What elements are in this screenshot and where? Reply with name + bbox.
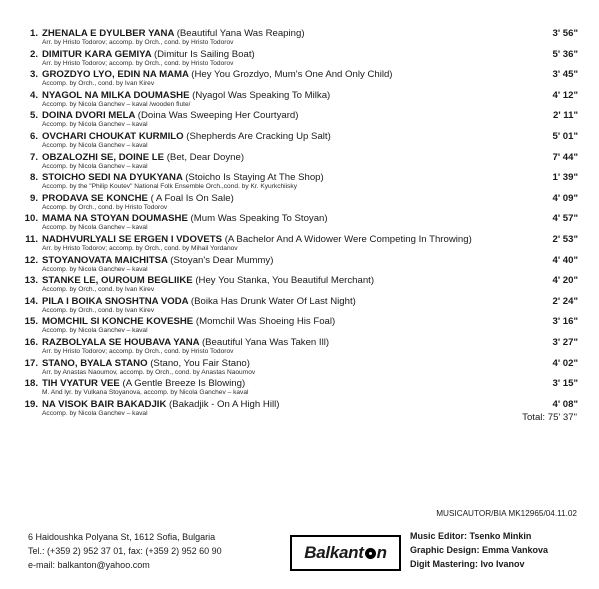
track-title-line — [22, 296, 356, 307]
track-credit: Accomp. by Nicola Ganchev – kaval — [42, 265, 148, 273]
track-title: OBZALOZHI SE, DOINE LE — [42, 151, 165, 163]
track-number: 5. — [29, 110, 38, 122]
track-title: STOICHO SEDI NA DYUKYANA — [42, 172, 183, 184]
track-duration: 4' 08" — [552, 398, 578, 410]
track-item — [22, 110, 578, 131]
balkanton-logo — [290, 535, 401, 571]
track-number: 1. — [29, 28, 38, 39]
track-title: NYAGOL NA MILKA DOUMASHE — [42, 89, 190, 101]
track-subtitle: (Stano, You Fair Stano) — [150, 357, 250, 369]
track-item — [22, 172, 578, 193]
track-item — [22, 193, 578, 214]
track-subtitle: (Beautiful Yana Was Reaping) — [176, 28, 305, 39]
catalog-number: MUSICAUTOR/BIA MK12965/04.11.02 — [436, 509, 577, 518]
track-subtitle: (Dimitur Is Sailing Boat) — [153, 48, 255, 60]
track-item — [22, 316, 578, 337]
track-item — [22, 296, 578, 317]
track-credit: Accomp. by Nicola Ganchev – kaval — [42, 121, 148, 129]
track-item — [22, 49, 578, 70]
track-subtitle: (Hey You Grozdyo, Mum's One And Only Child) — [191, 69, 393, 81]
track-subtitle: (Bakadjik - On A High Hill) — [169, 398, 280, 410]
track-number: 15. — [24, 316, 38, 328]
track-subtitle: (Stoicho Is Staying At The Shop) — [185, 172, 324, 184]
track-title: DOINA DVORI MELA — [42, 110, 136, 122]
track-credit: Accomp. by Orch., cond. by Ivan Kirev — [42, 286, 155, 294]
track-credit: Accomp. by Orch., cond. by Ivan Kirev — [42, 80, 155, 88]
track-item — [22, 152, 578, 173]
track-duration: 1' 39" — [552, 172, 578, 184]
track-duration: 5' 36" — [552, 48, 578, 60]
track-title: TIH VYATUR VEE — [42, 378, 120, 390]
track-item — [22, 399, 578, 420]
track-credit: M. And lyr. by Vulkana Stoyanova, accomp. by Nicola Ganchev – kaval — [42, 389, 249, 397]
track-title-line — [22, 399, 279, 410]
track-number: 9. — [29, 192, 38, 204]
track-item — [22, 255, 578, 276]
track-duration: 2' 24" — [552, 295, 578, 307]
track-number: 14. — [24, 295, 38, 307]
track-title-line — [22, 275, 374, 286]
track-title: NA VISOK BAIR BAKADJIK — [42, 398, 167, 410]
track-title: PRODAVA SE KONCHE — [42, 192, 148, 204]
address-email: e-mail: balkanton@yahoo.com — [28, 560, 150, 570]
track-duration: 4' 20" — [552, 275, 578, 287]
logo-text-end: n — [376, 543, 387, 562]
track-title-line — [22, 28, 305, 39]
track-title-line — [22, 337, 329, 348]
track-title: GROZDYO LYO, EDIN NA MAMA — [42, 69, 189, 81]
track-credit: Arr. by Hristo Todorov; accomp. by Orch., cond. by Hristo Todorov — [42, 347, 234, 355]
track-duration: 4' 02" — [552, 357, 578, 369]
track-number: 6. — [29, 130, 38, 142]
track-subtitle: (Hey You Stanka, You Beautiful Merchant) — [195, 275, 375, 287]
track-duration: 4' 12" — [552, 89, 578, 101]
track-credit: Accomp. by Nicola Ganchev – kaval — [42, 409, 148, 417]
track-number: 8. — [29, 172, 38, 184]
track-title-line — [22, 234, 472, 245]
track-credit: Accomp. by Nicola Ganchev – kaval — [42, 224, 148, 232]
track-title-line — [22, 49, 255, 60]
track-title: NADHVURLYALI SE ERGEN I VDOVETS — [42, 233, 223, 245]
track-duration: 3' 56" — [552, 28, 578, 39]
total-duration: Total: 75' 37" — [522, 412, 577, 423]
track-duration: 4' 40" — [552, 254, 578, 266]
track-subtitle: (Nyagol Was Speaking To Milka) — [192, 89, 331, 101]
track-title-line — [22, 316, 335, 327]
track-credit: Arr. by Hristo Todorov; accomp. by Orch., cond. by Hristo Todorov — [42, 59, 234, 67]
track-subtitle: (Shepherds Are Cracking Up Salt) — [186, 130, 331, 142]
track-subtitle: (Beautiful Yana Was Taken Ill) — [201, 336, 330, 348]
track-title-line — [22, 152, 244, 163]
track-duration: 3' 45" — [552, 69, 578, 81]
track-credit: Accomp. by Orch., cond. by Hristo Todorov — [42, 203, 168, 211]
track-subtitle: (Mum Was Speaking To Stoyan) — [190, 213, 328, 225]
track-number: 3. — [29, 69, 38, 81]
track-item — [22, 131, 578, 152]
track-title-line — [22, 358, 250, 369]
track-item — [22, 28, 578, 49]
digit-mastering: Digit Mastering: Ivo Ivanov — [410, 559, 525, 569]
track-subtitle: (Stoyan's Dear Mummy) — [170, 254, 274, 266]
track-title-line — [22, 90, 330, 101]
address-street: 6 Haidoushka Polyana St, 1612 Sofia, Bulgaria — [28, 532, 216, 542]
track-duration: 3' 16" — [552, 316, 578, 328]
track-number: 10. — [24, 213, 38, 225]
track-title-line — [22, 213, 328, 224]
track-duration: 3' 15" — [552, 378, 578, 390]
track-title-line — [22, 255, 273, 266]
track-subtitle: (Boika Has Drunk Water Of Last Night) — [190, 295, 356, 307]
track-title: STOYANOVATA MAICHITSA — [42, 254, 168, 266]
track-credit: Accomp. by Nicola Ganchev – kaval — [42, 327, 148, 335]
track-number: 18. — [24, 378, 38, 390]
track-title: STANO, BYALA STANO — [42, 357, 148, 369]
track-title: MOMCHIL SI KONCHE KOVESHE — [42, 316, 194, 328]
track-credit: Accomp. by the "Philip Koutev" National Folk Ensemble Orch.,cond. by Kr. Kyurkchiisky — [42, 183, 297, 191]
logo-text-start: Balkant — [304, 543, 364, 562]
track-title: RAZBOLYALA SE HOUBAVA YANA — [42, 336, 200, 348]
track-item — [22, 358, 578, 379]
track-number: 7. — [29, 151, 38, 163]
track-duration: 5' 01" — [552, 130, 578, 142]
track-credit: Accomp. by Nicola Ganchev – kaval — [42, 141, 148, 149]
track-subtitle: (Doina Was Sweeping Her Courtyard) — [137, 110, 299, 122]
track-number: 12. — [24, 254, 38, 266]
track-item — [22, 275, 578, 296]
track-duration: 2' 53" — [552, 233, 578, 245]
track-title: OVCHARI CHOUKAT KURMILO — [42, 130, 184, 142]
track-title-line — [22, 110, 298, 121]
track-credit: Accomp. by Nicola Ganchev – kaval /wooden flute/ — [42, 100, 191, 108]
track-title-line — [22, 378, 245, 389]
address-phone: Tel.: (+359 2) 952 37 01, fax: (+359 2) 952 60 90 — [28, 546, 222, 556]
track-title-line — [22, 131, 331, 142]
track-number: 19. — [24, 398, 38, 410]
graphic-design: Graphic Design: Emma Vankova — [410, 545, 549, 555]
track-number: 13. — [24, 275, 38, 287]
track-number: 16. — [24, 336, 38, 348]
track-title: PILA I BOIKA SNOSHTNA VODA — [42, 295, 189, 307]
track-title: STANKE LE, OUROUM BEGLIIKE — [42, 275, 193, 287]
track-list — [22, 28, 578, 419]
track-number: 11. — [25, 233, 38, 245]
track-subtitle: ( A Foal Is On Sale) — [150, 192, 234, 204]
track-credit: Arr. by Hristo Todorov; accomp. by Orch., cond. by Hristo Todorov — [42, 39, 234, 46]
track-item — [22, 378, 578, 399]
track-item — [22, 213, 578, 234]
music-editor: Music Editor: Tsenko Minkin — [410, 531, 532, 541]
track-title: DIMITUR KARA GEMIYA — [42, 48, 152, 60]
track-title-line — [22, 193, 234, 204]
track-duration: 4' 57" — [552, 213, 578, 225]
logo-record-icon — [365, 548, 376, 559]
track-duration: 2' 11" — [553, 110, 578, 122]
track-number: 4. — [29, 89, 38, 101]
track-subtitle: (Momchil Was Shoeing His Foal) — [195, 316, 336, 328]
track-subtitle: (Bet, Dear Doyne) — [166, 151, 245, 163]
track-number: 2. — [29, 48, 38, 60]
track-duration: 7' 44" — [552, 151, 578, 163]
track-credit: Accomp. by Orch., cond. by Ivan Kirev — [42, 306, 155, 314]
track-credit: Arr. by Hristo Todorov; accomp. by Orch., cond. by Mihail Yordanov — [42, 244, 238, 252]
track-item — [22, 337, 578, 358]
track-number: 17. — [24, 357, 38, 369]
track-item — [22, 69, 578, 90]
track-title: ZHENALA E DYULBER YANA — [42, 28, 175, 39]
track-title: MAMA NA STOYAN DOUMASHE — [42, 213, 188, 225]
track-subtitle: (A Bachelor And A Widower Were Competing In Throwing) — [224, 233, 472, 245]
track-item — [22, 234, 578, 255]
track-title-line — [22, 69, 393, 80]
track-duration: 4' 09" — [552, 192, 578, 204]
track-credit: Arr. by Anastas Naoumov, accomp. by Orch., cond. by Anastas Naoumov — [42, 368, 256, 376]
track-subtitle: (A Gentle Breeze Is Blowing) — [122, 378, 246, 390]
track-credit: Accomp. by Nicola Ganchev – kaval — [42, 162, 148, 170]
track-item — [22, 90, 578, 111]
track-title-line — [22, 172, 324, 183]
track-duration: 3' 27" — [552, 336, 578, 348]
